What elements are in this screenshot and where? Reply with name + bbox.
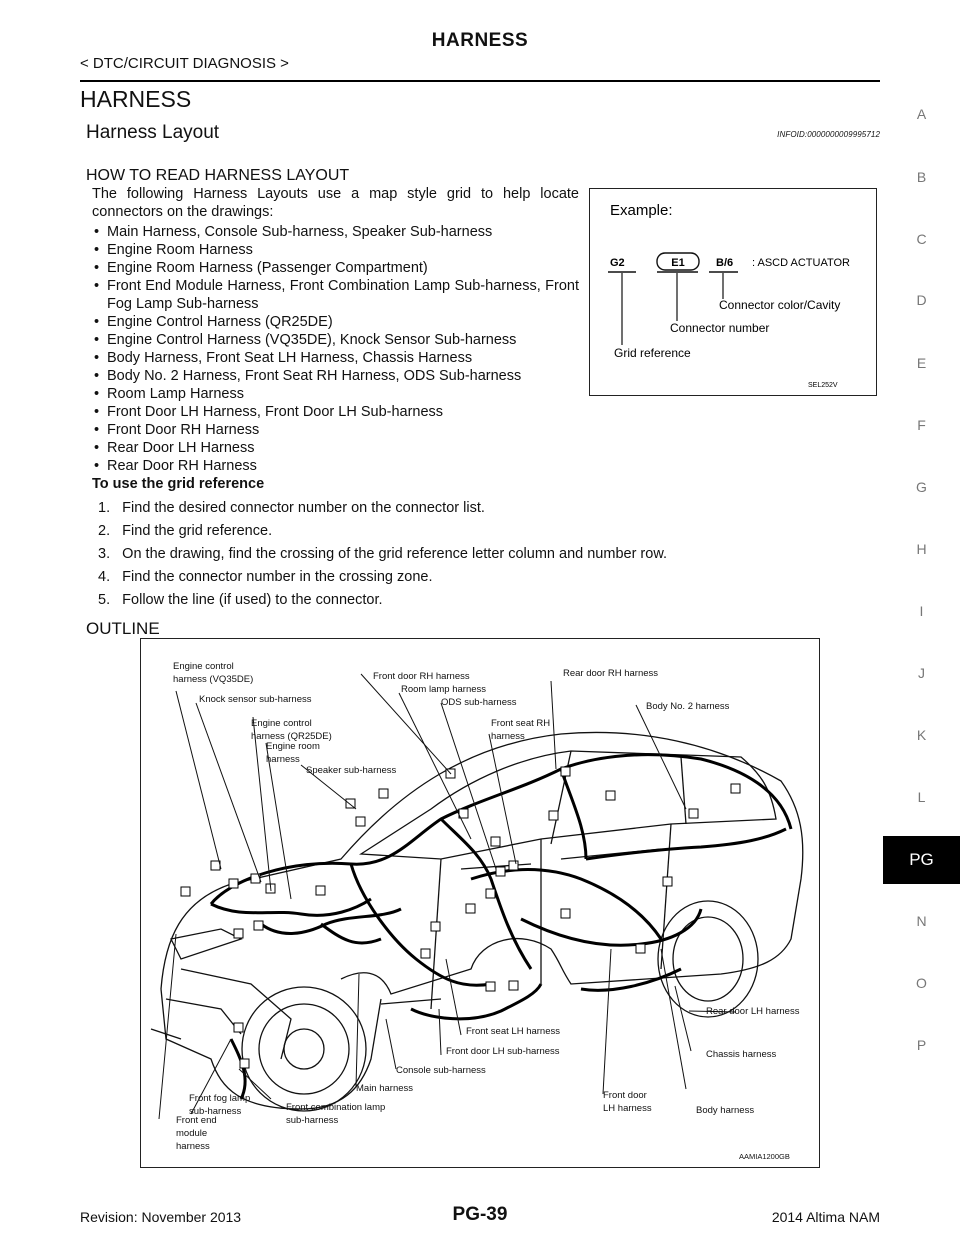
label-front-door-lh-2: LH harness [603,1103,652,1114]
example-title: Example: [610,202,673,219]
grid-reference-heading: To use the grid reference [92,476,265,492]
list-item: • Engine Room Harness [92,241,579,259]
connector-icon [466,904,475,913]
label-color-cavity: Connector color/Cavity [719,298,841,312]
connector-icon [509,981,518,990]
label-ods-sub: ODS sub-harness [441,697,517,708]
breadcrumb: < DTC/CIRCUIT DIAGNOSIS > [80,55,289,72]
side-tab-e[interactable]: E [916,355,927,371]
label-front-door-lh-sub: Front door LH sub-harness [446,1046,560,1057]
connector-icon [496,867,505,876]
connector-icon [229,879,238,888]
step-item: 2. Find the grid reference. [98,523,273,539]
step-item: 1. Find the desired connector number on the connector list. [98,500,485,516]
connector-icon [356,817,365,826]
label-body-no2: Body No. 2 harness [646,701,730,712]
header-divider [80,80,880,82]
connector-icon [731,784,740,793]
side-tab-a[interactable]: A [916,106,927,122]
list-item: • Engine Control Harness (VQ35DE), Knock Sensor Sub-harness [92,331,579,349]
connector-icon [561,909,570,918]
side-tab-j[interactable]: J [918,665,925,681]
connector-icon [240,1059,249,1068]
label-front-end-3: harness [176,1141,210,1152]
side-tab-l[interactable]: L [917,789,926,805]
label-console-sub: Console sub-harness [396,1065,486,1076]
label-body: Body harness [696,1105,755,1116]
outline-code: AAMIA1200GB [739,1152,790,1161]
example-component: : ASCD ACTUATOR [752,257,851,269]
side-tab-o[interactable]: O [916,975,927,991]
info-id: INFOID:0000000009995712 [777,130,880,139]
page-header-title: HARNESS [431,30,529,51]
label-connector-number: Connector number [670,321,770,335]
label-front-seat-rh: Front seat RH [491,718,551,729]
connector-icon [606,791,615,800]
subsection-title: Harness Layout [86,122,220,143]
example-diagram [590,189,875,394]
label-grid-reference: Grid reference [614,346,691,360]
connector-icon [491,837,500,846]
side-tab-h[interactable]: H [916,541,927,557]
label-front-door-rh: Front door RH harness [373,671,470,682]
connector-icon [486,982,495,991]
list-item: • Engine Room Harness (Passenger Compartment) [92,259,579,277]
outline-labels [173,661,800,1152]
side-tab-k[interactable]: K [916,727,927,743]
label-knock-sensor: Knock sensor sub-harness [199,694,312,705]
connector-icon [561,767,570,776]
connector-icon [549,811,558,820]
connector-icon [211,861,220,870]
list-item: • Body No. 2 Harness, Front Seat RH Harness, ODS Sub-harness [92,367,579,385]
connector-markers [181,767,740,1068]
label-front-combination-lamp-2: sub-harness [286,1115,339,1126]
list-item: • Front Door LH Harness, Front Door LH Sub-harness [92,403,579,421]
example-grid: G2 [610,257,625,269]
connector-icon [254,921,263,930]
harness-list [92,223,579,475]
connector-icon [379,789,388,798]
label-rear-door-rh: Rear door RH harness [563,668,659,679]
label-front-door-lh: Front door [603,1090,647,1101]
side-tab-c[interactable]: C [916,231,927,247]
list-item: • Rear Door LH Harness [92,439,579,457]
list-item: • Engine Control Harness (QR25DE) [92,313,579,331]
step-item: 5. Follow the line (if used) to the connector. [98,592,383,608]
connector-icon [234,1023,243,1032]
example-figure [589,188,877,396]
side-tab-f[interactable]: F [917,417,926,433]
connector-icon [663,877,672,886]
label-front-combination-lamp: Front combination lamp [286,1102,386,1113]
example-code: SEL252V [808,382,838,389]
list-item: • Front End Module Harness, Front Combination Lamp Sub-harness, Front Fog Lamp Sub-harness [92,277,579,313]
footer-revision: Revision: November 2013 [80,1209,242,1225]
label-engine-control-vq: Engine control [173,661,234,672]
connector-icon [509,861,518,870]
list-item: • Main Harness, Console Sub-harness, Speaker Sub-harness [92,223,579,241]
label-speaker-sub: Speaker sub-harness [306,765,397,776]
label-front-end: Front end [176,1115,217,1126]
label-engine-room-2: harness [266,754,300,765]
label-main: Main harness [356,1083,414,1094]
connector-icon [234,929,243,938]
side-tab-b[interactable]: B [916,169,927,185]
side-tab-i[interactable]: I [919,603,924,619]
label-engine-control-vq-2: harness (VQ35DE) [173,674,254,685]
label-rear-door-lh: Rear door LH harness [706,1006,800,1017]
label-front-seat-rh-2: harness [491,731,525,742]
steps-list [98,499,667,614]
list-item: • Front Door RH Harness [92,421,579,439]
label-front-end-2: module [176,1128,208,1139]
label-room-lamp: Room lamp harness [401,684,487,695]
side-tab-p[interactable]: P [916,1037,927,1053]
label-engine-room: Engine room [266,741,320,752]
step-item: 3. On the drawing, find the crossing of the grid reference letter column and number row. [98,546,668,562]
label-engine-control-qr-2: harness (QR25DE) [251,731,332,742]
example-connector: E1 [671,257,685,269]
list-item: • Room Lamp Harness [92,385,579,403]
side-tab-d[interactable]: D [916,292,927,308]
section-title: HARNESS [80,86,192,112]
outline-figure [140,638,820,1168]
footer-model: 2014 Altima NAM [771,1209,880,1225]
outline-heading: OUTLINE [86,619,160,638]
label-front-seat-lh: Front seat LH harness [466,1026,560,1037]
example-color-cavity: B/6 [716,257,734,269]
side-tab-g[interactable]: G [916,479,927,495]
label-chassis: Chassis harness [706,1049,777,1060]
connector-icon [689,809,698,818]
step-item: 4. Find the connector number in the crossing zone. [98,569,433,585]
list-item: • Body Harness, Front Seat LH Harness, Chassis Harness [92,349,579,367]
footer-page-number: PG-39 [452,1204,508,1225]
connector-icon [316,886,325,895]
connector-icon [486,889,495,898]
label-front-fog-lamp-2: sub-harness [189,1106,242,1117]
label-engine-control-qr: Engine control [251,718,312,729]
side-tab-pg-active[interactable]: PG [883,836,960,884]
side-tab-n[interactable]: N [916,913,927,929]
label-front-fog-lamp: Front fog lamp [189,1093,251,1104]
connector-icon [431,922,440,931]
connector-icon [181,887,190,896]
list-item: • Rear Door RH Harness [92,457,579,475]
vehicle-harness-diagram [141,639,818,1166]
connector-icon [636,944,645,953]
howto-heading: HOW TO READ HARNESS LAYOUT [86,167,350,184]
connector-icon [421,949,430,958]
howto-intro: The following Harness Layouts use a map style grid to help locate connectors on the drawings: [92,186,579,220]
